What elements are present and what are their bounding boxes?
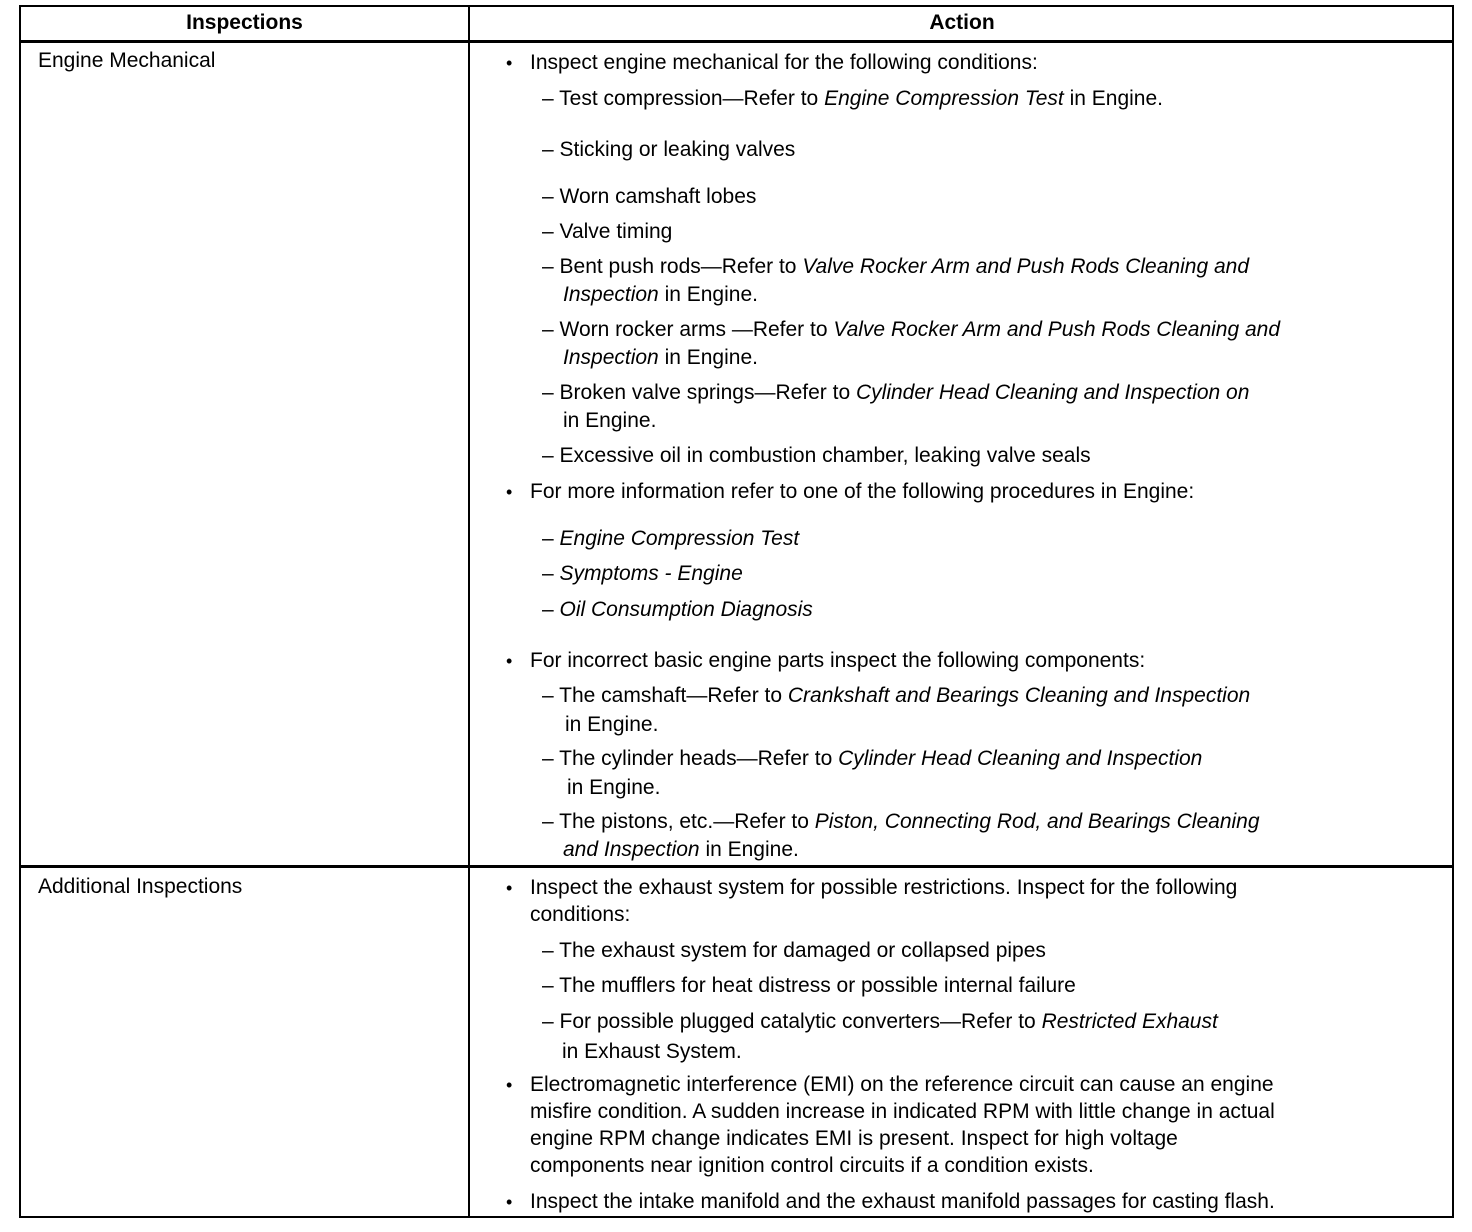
list-item: – The exhaust system for damaged or collapsed pipes (542, 939, 1046, 962)
list-item: – Valve timing (542, 220, 673, 243)
header-action: Action (929, 11, 995, 34)
inspection-additional: Additional Inspections (38, 875, 243, 898)
list-item-continuation: Inspection in Engine. (563, 346, 758, 369)
procedure-link: – Engine Compression Test (542, 527, 800, 550)
list-item-continuation: in Exhaust System. (562, 1040, 742, 1063)
row-divider (21, 865, 1452, 868)
list-item: – The mufflers for heat distress or possible internal failure (542, 974, 1076, 997)
list-item: – The camshaft—Refer to Crankshaft and Bearings Cleaning and Inspection (542, 684, 1251, 707)
list-item: – Worn rocker arms —Refer to Valve Rocker Arm and Push Rods Cleaning and (542, 318, 1281, 341)
header-inspections: Inspections (186, 11, 303, 34)
action-text-continuation: conditions: (530, 903, 631, 926)
action-text-continuation: misfire condition. A sudden increase in indicated RPM with little change in actual (530, 1100, 1275, 1123)
bullet-icon: • (506, 1075, 513, 1095)
action-text: Inspect the intake manifold and the exhaust manifold passages for casting flash. (530, 1190, 1275, 1213)
procedure-link: – Symptoms - Engine (542, 562, 743, 585)
inspection-engine-mechanical: Engine Mechanical (38, 49, 216, 72)
list-item-continuation: and Inspection in Engine. (563, 838, 799, 861)
bullet-icon: • (506, 651, 513, 671)
list-item: – Broken valve springs—Refer to Cylinder Head Cleaning and Inspection on (542, 381, 1250, 404)
list-item: – For possible plugged catalytic converters—Refer to Restricted Exhaust (542, 1010, 1218, 1033)
action-text-continuation: engine RPM change indicates EMI is present. Inspect for high voltage (530, 1127, 1178, 1150)
action-text-continuation: components near ignition control circuits if a condition exists. (530, 1154, 1094, 1177)
list-item: – Excessive oil in combustion chamber, leaking valve seals (542, 444, 1091, 467)
bullet-icon: • (506, 482, 513, 502)
list-item: – Worn camshaft lobes (542, 185, 757, 208)
list-item-continuation: in Engine. (567, 776, 661, 799)
list-item-continuation: in Engine. (565, 713, 659, 736)
list-item: – Bent push rods—Refer to Valve Rocker Arm and Push Rods Cleaning and (542, 255, 1249, 278)
bullet-icon: • (506, 53, 513, 73)
list-item-continuation: Inspection in Engine. (563, 283, 758, 306)
list-item: – The cylinder heads—Refer to Cylinder Head Cleaning and Inspection (542, 747, 1203, 770)
diagnostic-table (19, 5, 1454, 1218)
list-item-continuation: in Engine. (563, 409, 657, 432)
header-divider (21, 40, 1452, 43)
action-text: For more information refer to one of the following procedures in Engine: (530, 480, 1195, 503)
list-item: – The pistons, etc.—Refer to Piston, Connecting Rod, and Bearings Cleaning (542, 810, 1260, 833)
bullet-icon: • (506, 1192, 513, 1212)
action-text: Electromagnetic interference (EMI) on the reference circuit can cause an engine (530, 1073, 1274, 1096)
action-text: Inspect engine mechanical for the following conditions: (530, 51, 1038, 74)
list-item: – Test compression—Refer to Engine Compression Test in Engine. (542, 87, 1164, 110)
action-text: For incorrect basic engine parts inspect the following components: (530, 649, 1146, 672)
list-item: – Sticking or leaking valves (542, 138, 796, 161)
bullet-icon: • (506, 878, 513, 898)
column-divider (468, 7, 470, 1216)
procedure-link: – Oil Consumption Diagnosis (542, 598, 813, 621)
action-text: Inspect the exhaust system for possible restrictions. Inspect for the following (530, 876, 1238, 899)
